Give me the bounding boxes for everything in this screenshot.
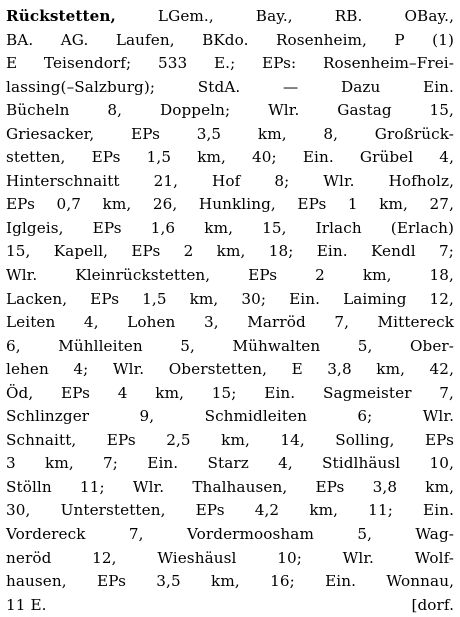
entry-first-line-text: LGem., Bay., RB. OBay.,	[115, 7, 454, 25]
entry-line: 30, Unterstetten, EPs 4,2 km, 11; Ein.	[6, 501, 454, 520]
entry-line: 3 km, 7; Ein. Starz 4, Stidlhäusl 10,	[6, 454, 454, 473]
entry-line: Vordereck 7, Vordermoosham 5, Wag-	[6, 525, 454, 544]
entry-line: hausen, EPs 3,5 km, 16; Ein. Wonnau,	[6, 572, 454, 591]
entry-last-line-text: 11 E.	[6, 595, 47, 614]
entry-line: Wlr. Kleinrückstetten, EPs 2 km, 18,	[6, 266, 454, 285]
entry-headword: Rückstetten,	[6, 7, 116, 25]
gazetteer-entry	[6, 5, 454, 617]
entry-line: lassing(–Salzburg); StdA. — Dazu Ein.	[6, 77, 454, 96]
entry-line: lehen 4; Wlr. Oberstetten, E 3,8 km, 42,	[6, 360, 454, 379]
entry-line: Leiten 4, Lohen 3, Marröd 7, Mittereck	[6, 313, 454, 332]
entry-line: Iglgeis, EPs 1,6 km, 15, Irlach (Erlach)	[6, 218, 454, 237]
entry-line: 6, Mühlleiten 5, Mühwalten 5, Ober-	[6, 336, 454, 355]
entry-line: neröd 12, Wieshäusl 10; Wlr. Wolf-	[6, 548, 454, 567]
entry-line: BA. AG. Laufen, BKdo. Rosenheim, P (1)	[6, 30, 454, 49]
entry-last-line	[6, 594, 454, 617]
entry-line: stetten, EPs 1,5 km, 40; Ein. Grübel 4,	[6, 148, 454, 167]
entry-line: Lacken, EPs 1,5 km, 30; Ein. Laiming 12,	[6, 289, 454, 308]
entry-line: Öd, EPs 4 km, 15; Ein. Sagmeister 7,	[6, 383, 454, 402]
entry-line: EPs 0,7 km, 26, Hunkling, EPs 1 km, 27,	[6, 195, 454, 214]
entry-line: Schnaitt, EPs 2,5 km, 14, Solling, EPs	[6, 430, 454, 449]
entry-line: Schlinzger 9, Schmidleiten 6; Wlr.	[6, 407, 454, 426]
entry-line: Stölln 11; Wlr. Thalhausen, EPs 3,8 km,	[6, 477, 454, 496]
entry-line: Hinterschnaitt 21, Hof 8; Wlr. Hofholz,	[6, 171, 454, 190]
entry-line: Griesacker, EPs 3,5 km, 8, Großrück-	[6, 124, 454, 143]
entry-line: E Teisendorf; 533 E.; EPs: Rosenheim–Frei-	[6, 54, 454, 73]
entry-line: Bücheln 8, Doppeln; Wlr. Gastag 15,	[6, 101, 454, 120]
entry-line: 15, Kapell, EPs 2 km, 18; Ein. Kendl 7;	[6, 242, 454, 261]
entry-line-1	[6, 5, 454, 29]
entry-overflow-word: [dorf.	[411, 595, 454, 614]
